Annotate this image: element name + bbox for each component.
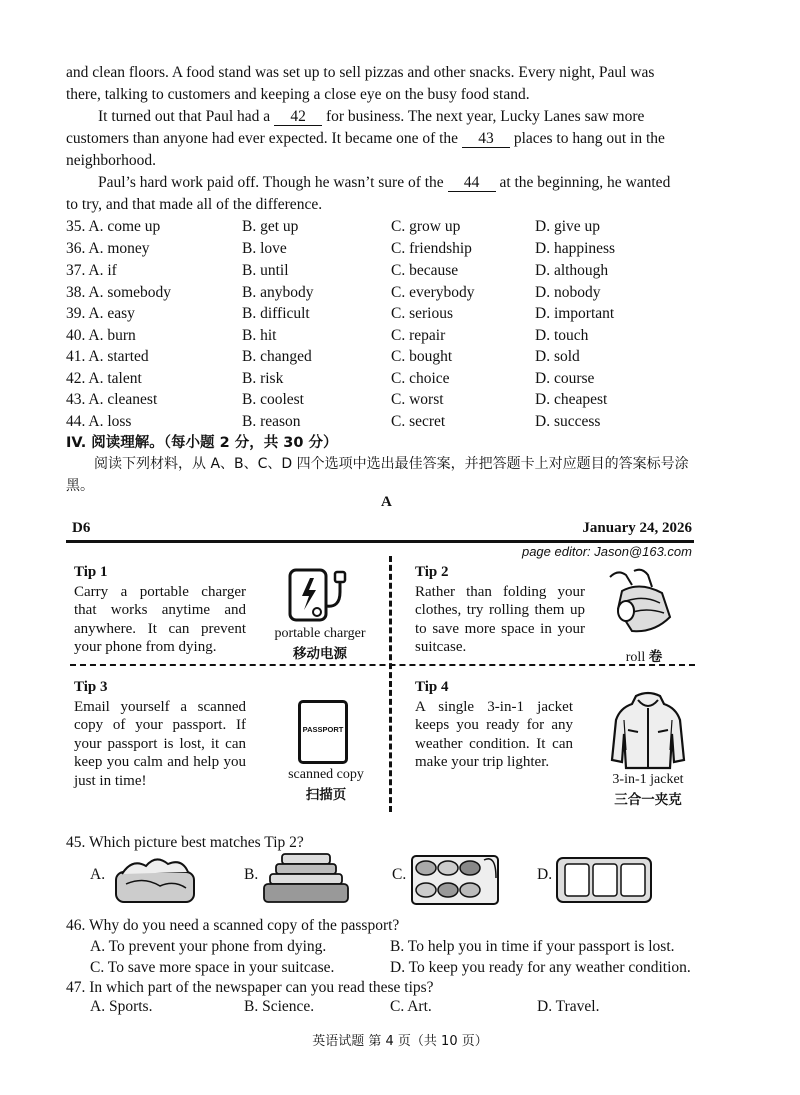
option-d: D. happiness: [535, 240, 616, 257]
option-a: 42. A. talent: [66, 370, 142, 387]
passage-letter: A: [381, 494, 392, 510]
caption-en: portable charger: [274, 626, 366, 641]
q46-option-c: C. To save more space in your suitcase.: [90, 959, 335, 976]
option-b: B. coolest: [242, 391, 304, 408]
option-b: B. love: [242, 240, 287, 257]
option-c: C. repair: [391, 327, 446, 344]
option-c: C. everybody: [391, 284, 475, 301]
option-d: D. touch: [535, 327, 589, 344]
option-a: 39. A. easy: [66, 305, 135, 322]
passage-line-5: neighborhood.: [66, 152, 156, 169]
caption-en: scanned copy: [288, 767, 364, 782]
jacket-caption: [600, 772, 696, 808]
option-a: 44. A. loss: [66, 413, 132, 430]
option-c: C. worst: [391, 391, 444, 408]
option-d: D. give up: [535, 218, 601, 235]
option-c: C. secret: [391, 413, 446, 430]
roll-clothes-icon: [604, 567, 676, 639]
option-row-41: [66, 348, 716, 369]
q45-option-d-label: D.: [537, 866, 553, 883]
option-b: B. anybody: [242, 284, 314, 301]
option-row-42: [66, 370, 716, 391]
option-c: C. grow up: [391, 218, 461, 235]
option-b: B. difficult: [242, 305, 310, 322]
q47-option-c: C. Art.: [390, 998, 432, 1015]
tip-text: A single 3-in-1 jacket keeps you ready for any weather condition. It can make your trip lighter.: [415, 698, 573, 771]
passport-icon: [298, 700, 348, 764]
option-b: B. hit: [242, 327, 277, 344]
passage-text: It turned out that Paul had a: [98, 108, 271, 125]
option-b: B. risk: [242, 370, 284, 387]
portable-charger-icon: [284, 566, 362, 624]
option-row-43: [66, 391, 716, 412]
section-heading: IV. 阅读理解。（每小题 2 分，共 30 分）: [66, 435, 338, 451]
newspaper-header: [72, 520, 692, 537]
option-row-36: [66, 240, 716, 261]
caption-en: 3-in-1 jacket: [612, 772, 684, 787]
passage-line-1: and clean floors. A food stand was set up to sell pizzas and other snacks. Every night, Paul was: [66, 64, 655, 81]
option-c: C. bought: [391, 348, 453, 365]
option-d: D. although: [535, 262, 609, 279]
passage-text: at the beginning, he wanted: [499, 174, 671, 191]
option-b: B. changed: [242, 348, 312, 365]
option-row-35: [66, 218, 716, 239]
option-a: 43. A. cleanest: [66, 391, 158, 408]
divider-horizontal: [70, 664, 695, 666]
option-d: D. cheapest: [535, 391, 608, 408]
q47-option-a: A. Sports.: [90, 998, 153, 1015]
passage-text: for business. The next year, Lucky Lanes saw more: [325, 108, 645, 125]
option-a: 40. A. burn: [66, 327, 136, 344]
option-d: D. sold: [535, 348, 580, 365]
passage-text: Paul’s hard work paid off. Though he wasn’t sure of the: [98, 174, 444, 191]
option-d: D. course: [535, 370, 595, 387]
q46-option-a: A. To prevent your phone from dying.: [90, 938, 327, 955]
tip-2: [415, 563, 585, 657]
passage-text: places to hang out in the: [513, 130, 665, 147]
tip-4: [415, 678, 573, 772]
option-a: 37. A. if: [66, 262, 117, 279]
tip-title: Tip 4: [415, 679, 449, 695]
option-row-39: [66, 305, 716, 326]
caption-en: roll: [625, 650, 646, 665]
tip-text: Rather than folding your clothes, try rolling them up to save more space in your suitcase.: [415, 583, 585, 656]
option-row-38: [66, 284, 716, 305]
q47-option-b: B. Science.: [244, 998, 315, 1015]
q46-option-d: D. To keep you ready for any weather condition.: [390, 959, 691, 976]
caption-cn: 三合一夹克: [614, 792, 682, 808]
option-c: C. serious: [391, 305, 453, 322]
q46-option-b: B. To help you in time if your passport is lost.: [390, 938, 675, 955]
passage-text: customers than anyone had ever expected. It became one of the: [66, 130, 459, 147]
q45-option-c-label: C.: [392, 866, 407, 883]
passage-line-6: [98, 174, 670, 192]
option-b: B. until: [242, 262, 289, 279]
option-a: 41. A. started: [66, 348, 149, 365]
packing-cubes-suitcase-image: [555, 850, 655, 906]
tip-3: [74, 678, 246, 791]
q47-option-d: D. Travel.: [537, 998, 600, 1015]
option-c: C. friendship: [391, 240, 472, 257]
page-number: D6: [72, 520, 91, 536]
messy-suitcase-image: [108, 854, 198, 906]
option-d: D. nobody: [535, 284, 601, 301]
page-editor: page editor: Jason@163.com: [521, 544, 692, 559]
passport-label: PASSPORT: [302, 725, 344, 734]
page-footer: 英语试题 第 4 页（共 10 页）: [312, 1034, 488, 1049]
passage-line-3: [98, 108, 644, 126]
question-46-stem: 46. Why do you need a scanned copy of the passport?: [66, 917, 400, 934]
option-a: 36. A. money: [66, 240, 150, 257]
caption-cn: 移动电源: [293, 646, 347, 662]
folded-stack-image: [262, 850, 352, 906]
question-47-stem: 47. In which part of the newspaper can you read these tips?: [66, 979, 434, 996]
option-b: B. get up: [242, 218, 299, 235]
tip-title: Tip 3: [74, 679, 108, 695]
question-45-stem: 45. Which picture best matches Tip 2?: [66, 834, 304, 851]
passage-line-2: there, talking to customers and keeping a close eye on the busy food stand.: [66, 86, 530, 103]
caption-cn: 扫描页: [305, 787, 347, 803]
option-d: D. success: [535, 413, 601, 430]
rolled-clothes-suitcase-image: [410, 848, 502, 908]
tip-text: Carry a portable charger that works anytime and anywhere. It can prevent your phone from dying.: [74, 583, 246, 656]
caption-cn: 卷: [648, 649, 663, 665]
q45-option-b-label: B.: [244, 866, 259, 883]
option-c: C. because: [391, 262, 459, 279]
blank-44: 44: [448, 175, 496, 192]
option-c: C. choice: [391, 370, 450, 387]
header-rule: [66, 540, 694, 543]
newspaper-date: January 24, 2026: [582, 520, 692, 536]
tip-text: Email yourself a scanned copy of your passport. If your passport is lost, it can keep you calm and help you just in time!: [74, 698, 246, 789]
blank-42: 42: [274, 109, 322, 126]
tip-title: Tip 2: [415, 564, 449, 580]
passage-line-7: to try, and that made all of the difference.: [66, 196, 323, 213]
divider-vertical: [389, 556, 392, 812]
section-instruction: 阅读下列材料，从 A、B、C、D 四个选项中选出最佳答案，并把答题卡上对应题目的答案标号涂黑。: [66, 456, 689, 494]
charger-caption: [264, 626, 376, 662]
tip-title: Tip 1: [74, 564, 108, 580]
tip-1: [74, 563, 246, 657]
jacket-icon: [608, 690, 688, 772]
scanned-copy-caption: [276, 767, 376, 803]
option-row-37: [66, 262, 716, 283]
passage-line-4: [66, 130, 665, 148]
blank-43: 43: [462, 131, 510, 148]
option-row-40: [66, 327, 716, 348]
roll-caption: [618, 645, 670, 666]
option-b: B. reason: [242, 413, 301, 430]
option-a: 35. A. come up: [66, 218, 161, 235]
option-a: 38. A. somebody: [66, 284, 172, 301]
q45-option-a-label: A.: [90, 866, 106, 883]
option-d: D. important: [535, 305, 615, 322]
